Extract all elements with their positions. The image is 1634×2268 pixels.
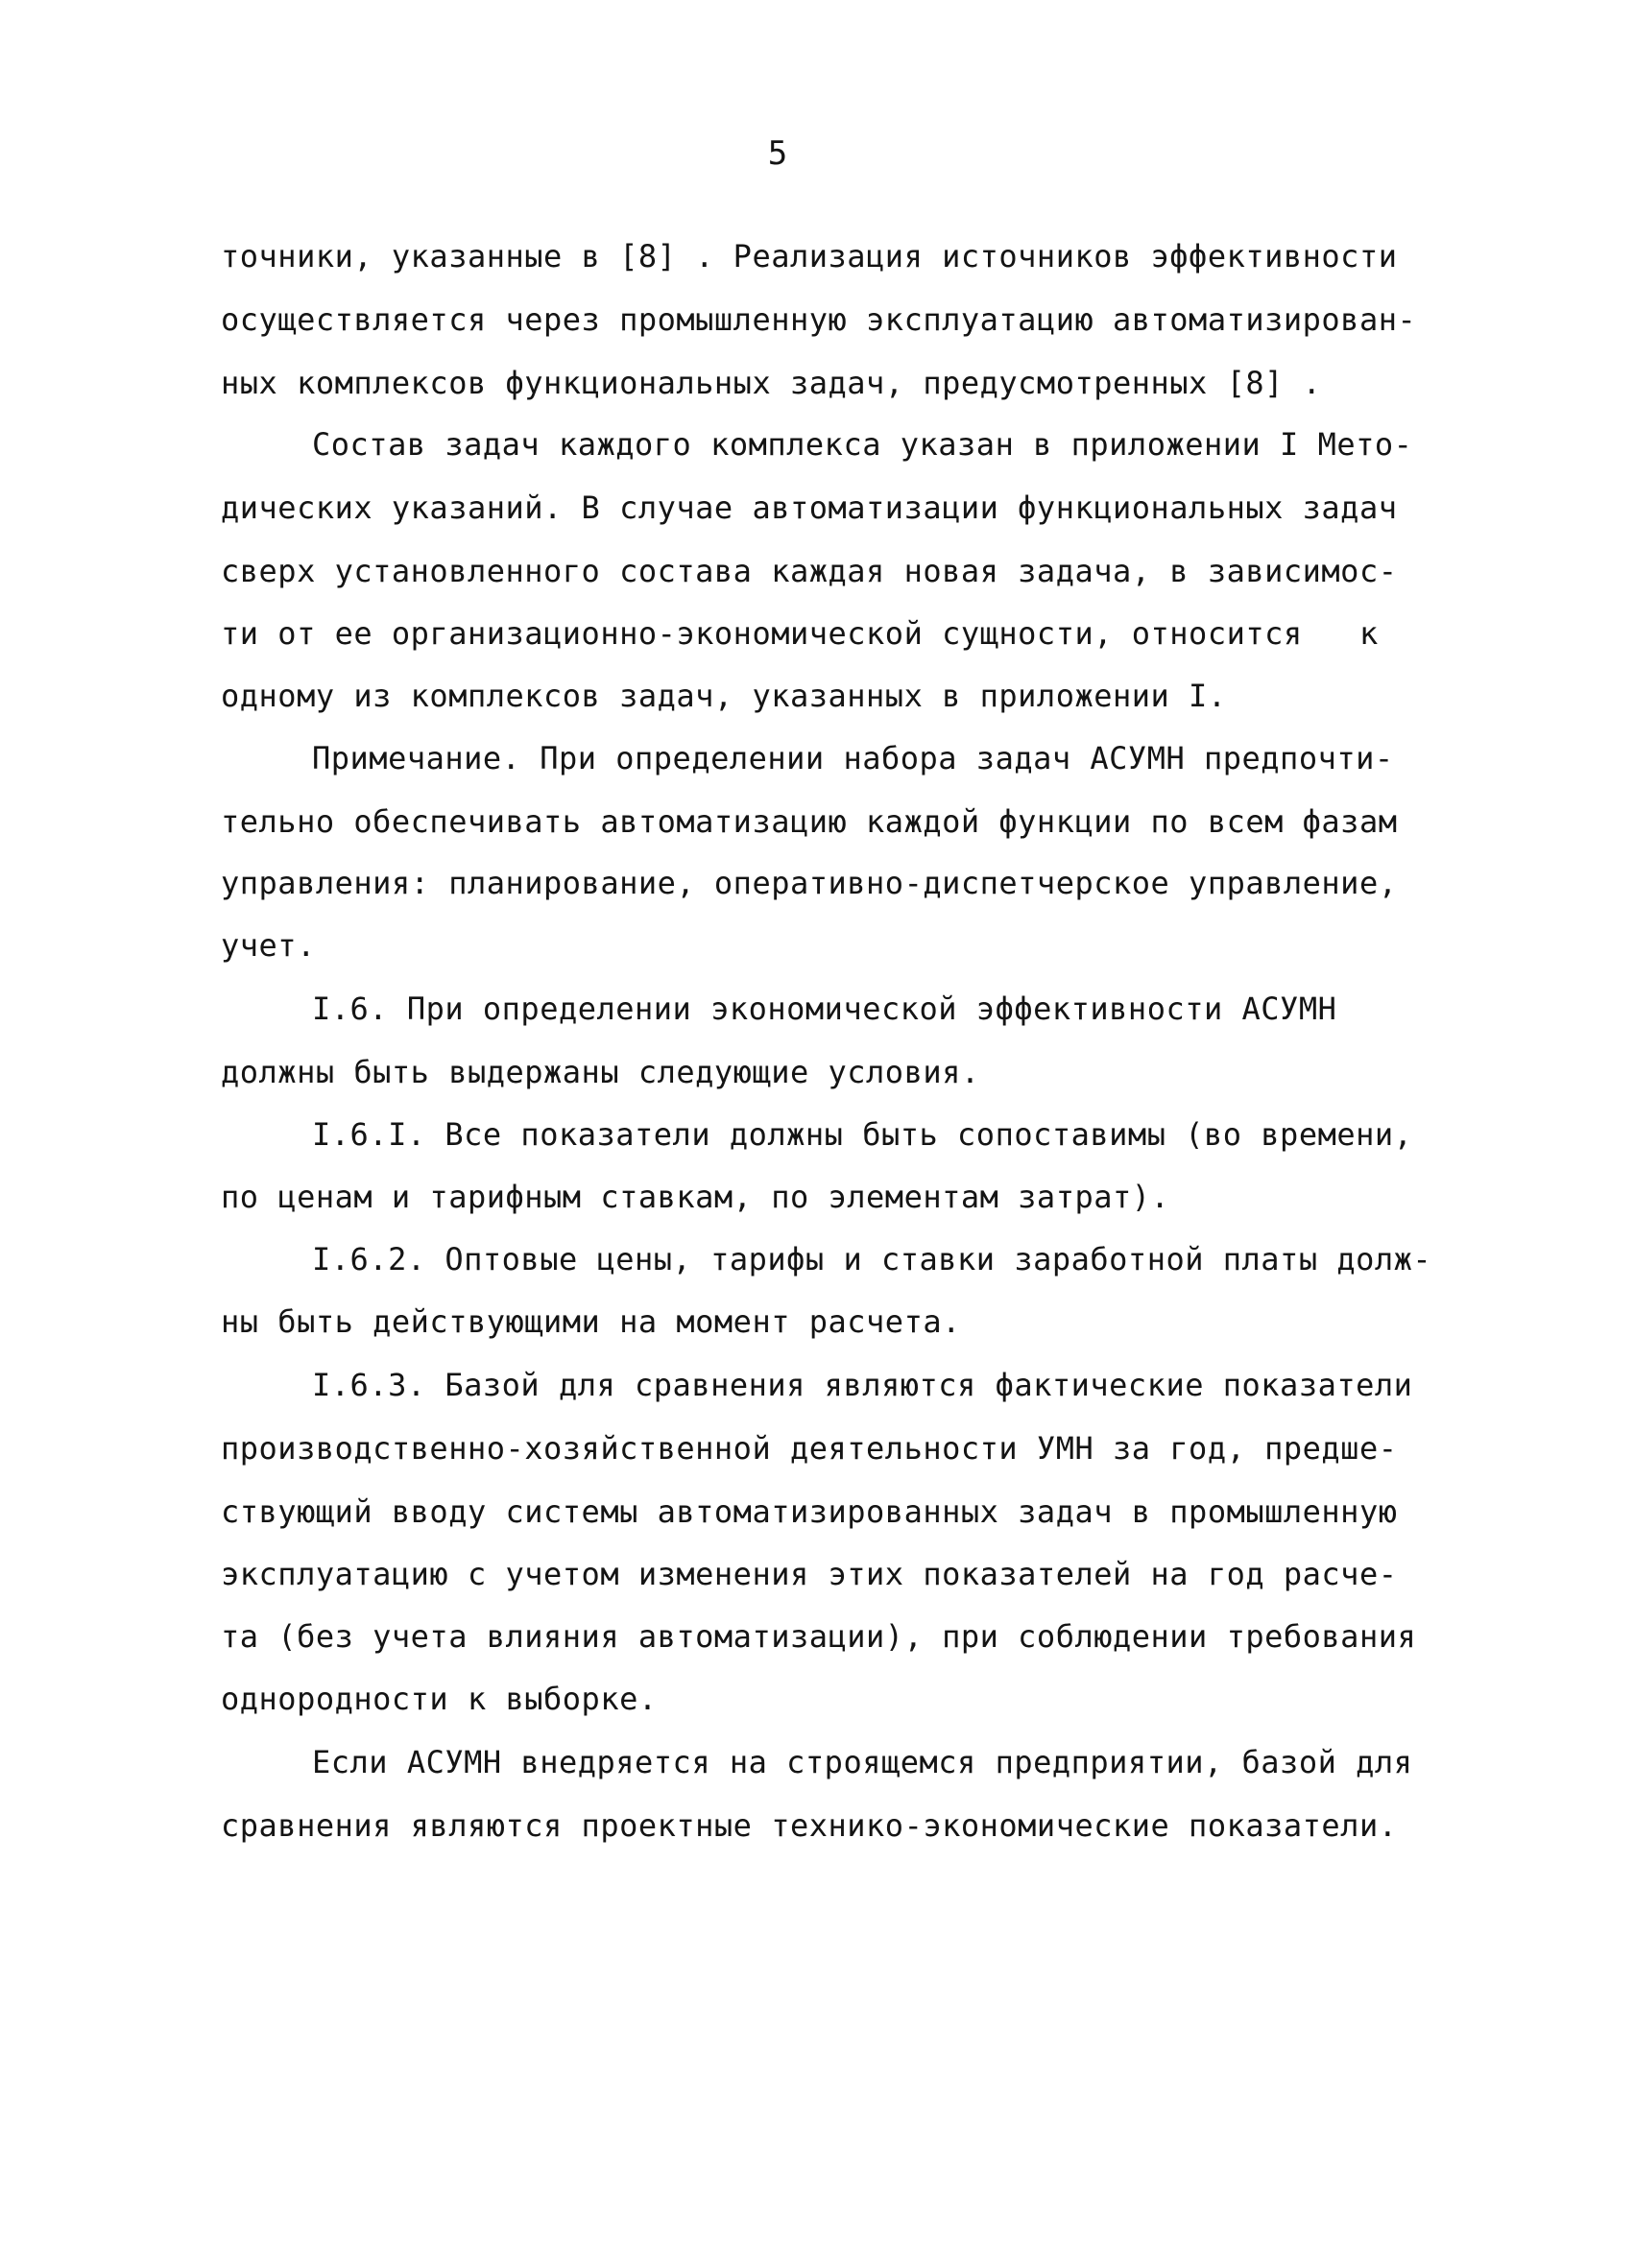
text-line: осуществляется через промышленную эксплуатацию автоматизирован-: [221, 301, 1417, 338]
text-line: ны быть действующими на момент расчета.: [221, 1303, 961, 1340]
text-line: I.6.I. Все показатели должны быть сопоставимы (во времени,: [312, 1116, 1413, 1153]
text-line: та (без учета влияния автоматизации), при соблюдении требования: [221, 1618, 1417, 1655]
text-line: сверх установленного состава каждая новая задача, в зависимос-: [221, 553, 1398, 589]
text-line: ствующий вводу системы автоматизированных задач в промышленную: [221, 1493, 1398, 1530]
text-line: ти от ее организационно-экономической сущности, относится к: [221, 615, 1379, 652]
text-line: I.6.3. Базой для сравнения являются фактические показатели: [312, 1367, 1413, 1403]
text-line: Состав задач каждого комплекса указан в приложении I Мето-: [312, 426, 1413, 463]
text-line: точники, указанные в [8] . Реализация источников эффективности: [221, 238, 1398, 275]
text-line: дических указаний. В случае автоматизации функциональных задач: [221, 489, 1398, 526]
text-line: I.6.2. Оптовые цены, тарифы и ставки заработной платы долж-: [312, 1241, 1432, 1277]
text-line: Если АСУМН внедряется на строящемся предприятии, базой для: [312, 1744, 1413, 1780]
text-line: I.6. При определении экономической эффективности АСУМН: [312, 991, 1337, 1027]
text-line: по ценам и тарифным ставкам, по элементам затрат).: [221, 1179, 1170, 1215]
text-line: одному из комплексов задач, указанных в приложении I.: [221, 678, 1227, 714]
text-line: ных комплексов функциональных задач, предусмотренных [8] .: [221, 365, 1322, 401]
text-line: тельно обеспечивать автоматизацию каждой функции по всем фазам: [221, 803, 1398, 840]
text-line: управления: планирование, оперативно-диспетчерское управление,: [221, 865, 1398, 901]
text-line: должны быть выдержаны следующие условия.: [221, 1054, 980, 1090]
page-number: 5: [767, 134, 788, 173]
text-line: эксплуатацию с учетом изменения этих показателей на год расче-: [221, 1556, 1398, 1592]
text-line: однородности к выборке.: [221, 1681, 658, 1717]
text-line: учет.: [221, 927, 316, 964]
text-line: производственно-хозяйственной деятельности УМН за год, предше-: [221, 1430, 1398, 1467]
text-line: Примечание. При определении набора задач АСУМН предпочти-: [312, 740, 1394, 776]
text-line: сравнения являются проектные технико-экономические показатели.: [221, 1807, 1398, 1844]
